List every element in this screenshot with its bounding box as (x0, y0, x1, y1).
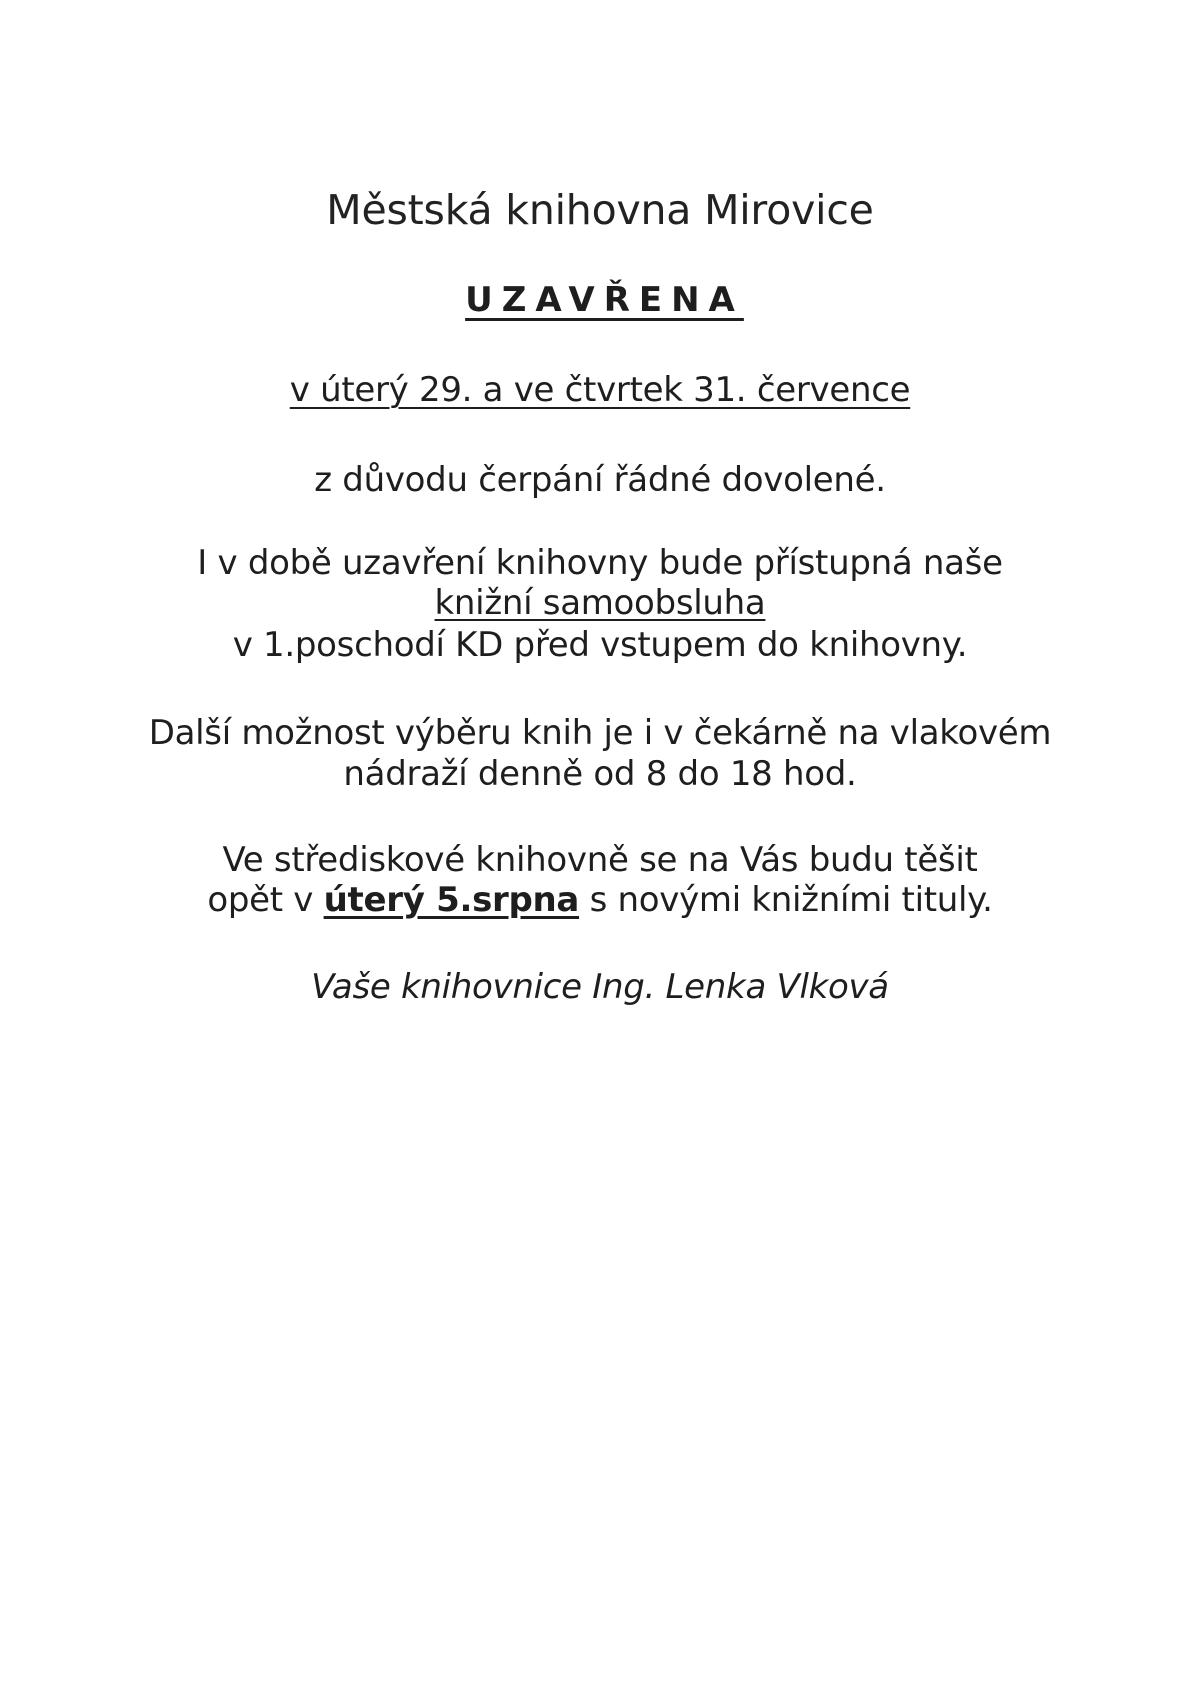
self-service-highlight: knižní samoobsluha (434, 583, 766, 623)
self-service-line-1: I v době uzavření knihovny bude přístupná naše (197, 543, 1003, 583)
closure-dates-text: v úterý 29. a ve čtvrtek 31. července (289, 370, 911, 410)
reopening-suffix: s novými knižními tituly. (579, 880, 993, 920)
station-option-line-1: Další možnost výběru knih je i v čekárně na vlakovém (148, 713, 1052, 753)
closed-status-text: UZAVŘENA (465, 280, 744, 320)
closed-status-heading (0, 280, 1200, 320)
reopening-prefix: opět v (207, 880, 324, 920)
reopening-line-2 (0, 880, 1200, 920)
station-option-line-2: nádraží denně od 8 do 18 hod. (343, 754, 857, 794)
self-service-line-3: v 1.poschodí KD před vstupem do knihovny. (232, 625, 968, 665)
self-service-line-2 (0, 583, 1200, 623)
reopening-line-1: Ve střediskové knihovně se na Vás budu těšit (222, 840, 978, 880)
library-name-heading: Městská knihovna Mirovice (326, 186, 874, 234)
closure-reason: z důvodu čerpání řádné dovolené. (314, 460, 886, 500)
closure-dates (0, 370, 1200, 410)
reopening-date: úterý 5.srpna (323, 880, 580, 920)
librarian-signature: Vaše knihovnice Ing. Lenka Vlková (311, 967, 889, 1007)
